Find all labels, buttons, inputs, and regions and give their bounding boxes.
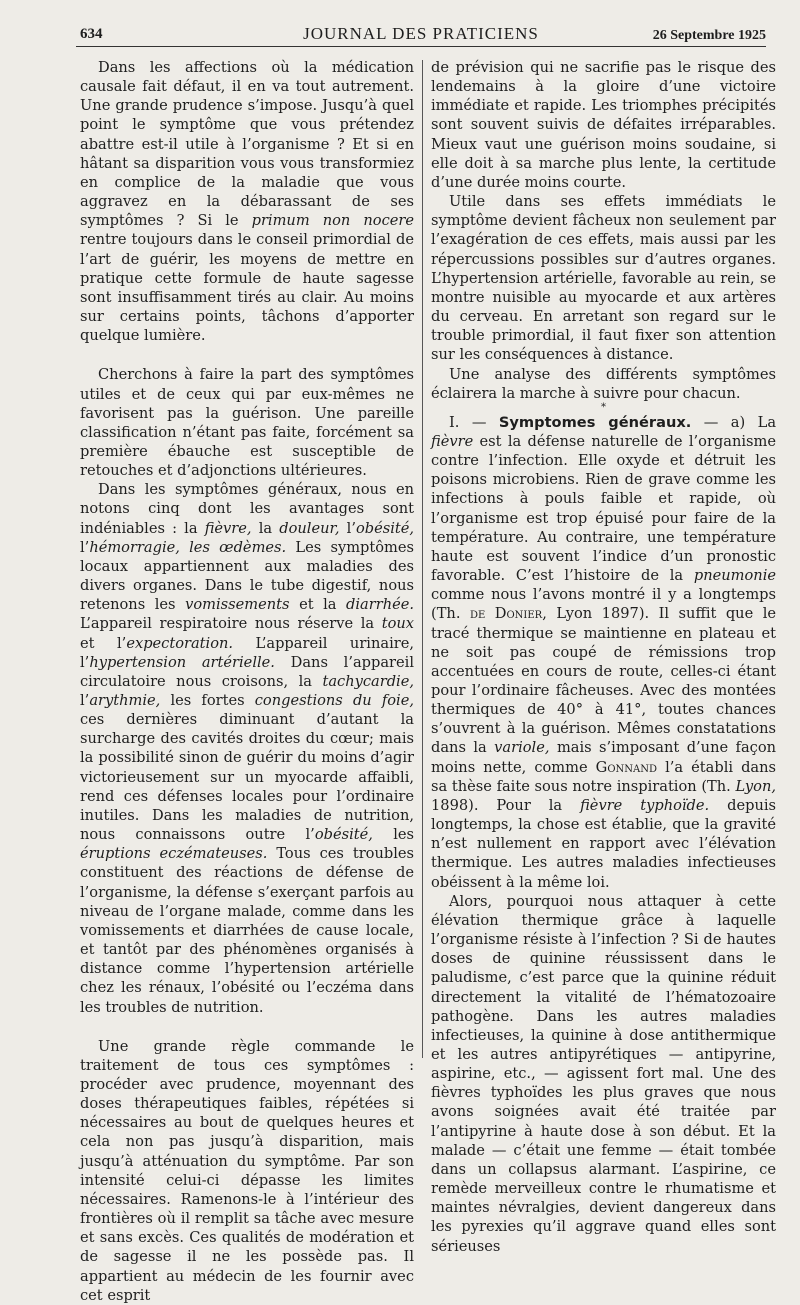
left-column: [80, 58, 415, 1304]
paragraph: Dans les affections où la médication causale fait défaut, il en va tout autrement. Une grande prudence s’impose. Jusqu’à quel point le symptôme que vous prétendez abattre est-il utile à l’organisme ? Et si en hâtant sa disparition vous vous transformiez en complice de la maladie que vous aggravez en la débarassant de ses symptômes ? Si le primum non nocere rentre toujours dans le conseil primordial de l’art de guérir, les moyens de mettre en pratique cette formule de haute sagesse sont insuffisamment tirés au clair. Au moins sur certains points, tâchons d’apporter quelque lumière.: [80, 59, 414, 345]
paragraph: Utile dans ses effets immédiats le symptôme devient fâcheux non seulement par l’exagération de ces effets, mais aussi par les répercussions possibles sur d’autres organes. L’hypertension artérielle, favorable au rein, se montre nuisible au myocarde et aux artères du cerveau. En arretant son regard sur le trouble primordial, il faut fixer son attention sur les conséquences à distance.: [431, 193, 776, 364]
header-rule: [76, 46, 766, 47]
column-divider: [422, 60, 423, 1058]
paragraph: Cherchons à faire la part des symptômes utiles et de ceux qui par eux-mêmes ne favorisent pas la guérison. Une pareille classification n’étant pas faite, forcément sa première ébauche est susceptible de retouches et d’adjonctions ultérieures.: [80, 366, 414, 480]
author-name: de Donier: [469, 605, 543, 623]
page-number: 634: [80, 26, 103, 42]
paragraph: de prévision qui ne sacrifie pas le risque des lendemains à la gloire d’une victoire immédiate et rapide. Les triomphes précipités sont souvent suivis de défaites irréparables. Mieux vaut une guérison moins soudaine, si elle doit à sa marche plus lente, la certitude d’une durée moins courte.: [431, 59, 776, 191]
page-header: [76, 24, 766, 46]
paragraph: Alors, pourquoi nous attaquer à cette élévation thermique grâce à laquelle l’organisme résiste à l’infection ? Si de hautes doses de quinine réussissent dans le paludisme, c’est parce que la quinine réduit directement la vitalité de l’hématozoaire pathogène. Dans les autres maladies infectieuses, la quinine à dose antithermique et les autres antipyrétiques — antipyrine, aspirine, etc., — agissent fort mal. Une des fièvres typhoïdes les plus graves que nous avons soignées avait été traitée par l’antipyrine à haute dose à son début. Et la malade — c’était une femme — était tombée dans un collapsus alarmant. L’aspirine, ce remède merveilleux contre le rhumatisme et maintes névralgies, devient dangereux dans les pyrexies qu’il aggrave quand elles sont sérieuses: [431, 892, 776, 1255]
section-paragraph: I. — Symptomes généraux. — a) La fièvre est la défense naturelle de l’organisme contre l’infection. Elle oxyde et détruit les poisons microbiens. Rien de grave comme les infections à pouls faible et rapide, où l’organisme est trop épuisé pour faire de la température. Au contraire, une température haute est souvent l’indice d’un pronostic favorable. C’est l’histoire de la pneumonie comme nous l’avons montré il y a longtemps (Th. de Donier, Lyon 1897). Il suffit que le tracé thermique se maintienne en plateau et ne soit pas coupé de rémissions trop accentuées en cours de route, celles-ci étant pour l’ordinaire fâcheuses. Avec des montées thermiques de 40° à 41°, toutes chances s’ouvrent à la guérison. Mêmes constatations dans la variole, mais s’imposant d’une façon moins nette, comme Gonnand l’a établi dans sa thèse faite sous notre inspiration (Th. Lyon, 1898). Pour la fièvre typhoïde. depuis longtemps, la chose est établie, que la gravité n’est nullement en rapport avec l’élévation thermique. Les autres maladies infectieuses obéissent à la même loi.: [431, 413, 777, 891]
section-separator: *: [601, 401, 606, 413]
issue-date: 26 Septembre 1925: [652, 28, 766, 43]
paragraph: Une analyse des différents symptômes éclairera la marche à suivre pour chacun.: [431, 365, 776, 402]
journal-title: JOURNAL DES PRATICIENS: [303, 24, 539, 43]
section-heading: Symptomes généraux.: [498, 413, 692, 431]
section-number: I. —: [449, 413, 487, 431]
paragraph: Une grande règle commande le traitement de tous ces symptômes : procéder avec prudence, moyennant des doses thérapeutiques faibles, répétées si nécessaires au bout de quelques heures et cela non pas jusqu’à disparition, mais jusqu’à atténuation du symptôme. Par son intensité celui-ci dépasse les limites nécessaires. Ramenons-le à l’intérieur des frontières où il remplit sa tâche avec mesure et sans excès. Ces qualités de modération et de sagesse il ne les possède pas. Il appartient au médecin de les fournir avec cet esprit: [80, 1037, 414, 1304]
author-name: Gonnand: [595, 758, 658, 776]
paragraph: Dans les symptômes généraux, nous en notons cinq dont les avantages sont indéniables : la fièvre, la douleur, l’obésité, l’hémorragie, les œdèmes. Les symptômes locaux appartiennent aux maladies des divers organes. Dans le tube digestif, nous retenons les vomissements et la diarrhée. L’appareil respiratoire nous réserve la toux et l’expectoration. L’appareil urinaire, l’hypertension artérielle. Dans l’appareil circulatoire nous croisons, la tachycardie, l’arythmie, les fortes congestions du foie, ces dernières diminuant d’autant la surcharge des cavités droites du cœur; mais la possibilité sinon de guérir du moins d’agir victorieusement sur un myocarde affaibli, rend ces défenses locales pour l’ordinaire inutiles. Dans les maladies de nutrition, nous connaissons outre l’obésité, les éruptions eczémateuses. Tous ces troubles constituent des réactions de défense de l’organisme, la défense s’exerçant parfois au niveau de l’organe malade, comme dans les vomissements et diarrhées de cause locale, et tantôt par des phénomènes organisés à distance comme l’hypertension artérielle chez les rénaux, l’obésité ou l’eczéma dans les troubles de nutrition.: [80, 481, 415, 1016]
right-column: [431, 58, 777, 1255]
